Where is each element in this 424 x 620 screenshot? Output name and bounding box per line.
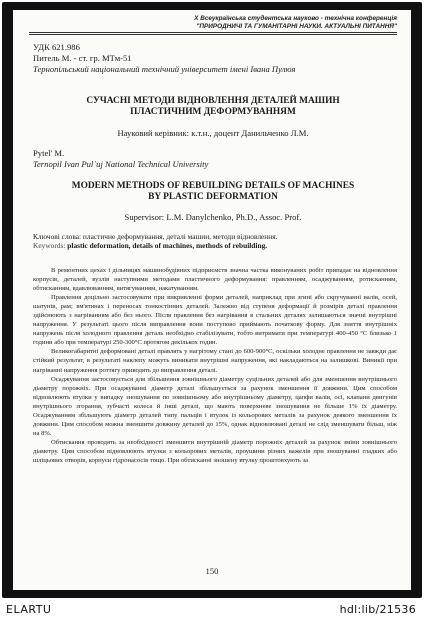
paragraph-5: Обтискання проводять за необхідності зменшити внутрішній діаметр порожніх деталей за рахунок зміни зовнішнього діаметру. Цим способом відновлюють втулки з кольорових металів, проушини різних важелів при зношуванні гладких або шліцьових отворів, корпуси гідронасосів тощо. При обтисканні зношену втулку проштовхують за <box>33 438 397 464</box>
keywords-uk <box>33 232 397 241</box>
conference-header-line2: "ПРИРОДНИЧІ ТА ГУМАНІТАРНІ НАУКИ. АКТУАЛЬНІ ПИТАННЯ" <box>196 22 397 30</box>
paragraph-3: Великогабаритні деформовані деталі правлять у нагрітому стані до 600-900°С, оскільки холодне правлення не завжди дає стійкий результат, в результаті наклепу можуть виникати внутрішні напруження, які накладаються на залишкові. Виникії при нагріванні напруження роттягу приводять до виправлення деталі. <box>33 348 397 374</box>
keywords-en-text: plastic deformation, details of machines, methods of rebuilding. <box>67 241 268 250</box>
supervisor-uk: Науковий керівник: к.т.н., доцент Данильченко Л.М. <box>117 128 309 138</box>
paragraph-4: Осаджування застосовується для збільшення зовнішнього діаметру суцільних деталей або для зменшення внутрішнього діаметру порожніх. При осаджуванні діаметр деталі збільшується за рахунок зменшення її довжини. Цим способом відновлюють втулки у випадку зношування по зовнішньому або внутрішньому діаметру, цапфи валів, осі, клапани двигунів внутрішнього згорання, зубчасті колеса й інші деталі, що мають поверхневе зношування не більше 1% їх діаметру. Осаджуванням збільшують діаметр деталей типу пальців і втулок із кольорових металів за рахунок деякого зменшення їх довжини. Цим способом можна зменшити довжину деталей до 15%, однак відновлювані деталі не слід зменшувати більш, ніж на 8%. <box>33 375 397 437</box>
udc-code: УДК 621.986 <box>33 42 80 52</box>
header-rule-bottom <box>29 34 397 35</box>
conference-header <box>147 15 397 30</box>
body-text <box>33 266 397 581</box>
author-uk: Питель М. - ст. гр. МТм-51 <box>33 53 132 63</box>
title-uk-line2: ПЛАСТИЧНИМ ДЕФОРМУВАННЯМ <box>130 107 296 117</box>
affiliation-en: Ternopil Ivan Pul`uj National Technical University <box>33 159 209 169</box>
keywords-uk-label: Ключові слова: <box>33 232 82 241</box>
title-uk-line1: СУЧАСНІ МЕТОДИ ВІДНОВЛЕННЯ ДЕТАЛЕЙ МАШИН <box>86 96 340 106</box>
keywords-uk-text: пластичне деформування, деталі машин, методи відновлення. <box>82 232 278 241</box>
conference-header-line1: X Всеукраїнська студентська науково - технічна конференція <box>194 15 397 22</box>
title-en-line1: MODERN METHODS OF REBUILDING DETAILS OF MACHINES <box>71 181 355 191</box>
document-page <box>13 10 411 590</box>
repository-name: ELARTU <box>6 603 52 616</box>
keywords-en <box>33 241 397 250</box>
handle-id: hdl:lib/21536 <box>339 603 416 616</box>
affiliation-uk: Тернопільський національний технічний університет імені Івана Пулюя <box>33 64 296 74</box>
header-rule-top <box>29 32 397 33</box>
supervisor-en: Supervisor: L.M. Danylchenko, Ph.D., Assoc. Prof. <box>124 212 302 222</box>
page-number: 150 <box>205 566 219 576</box>
keywords-en-label: Keywords: <box>33 241 66 250</box>
title-en-line2: BY PLASTIC DEFORMATION <box>148 192 278 202</box>
repository-footer <box>0 600 424 620</box>
author-en: Pytel' M. <box>33 148 65 158</box>
paragraph-1: В ремонтних цехах і дільницях машинобудівних підприємств значна частка виконуваних робіт припадає на відновлення корпусів, деталей, вузлів наступними методами пластичного деформування: правленням, осаджуванням, ротисканням, обтисканням, вдавлюванням, витягуванням, накатуванням. <box>33 267 397 293</box>
paragraph-2: Правлення доцільно застосовувати при викривленні форми деталей, наприклад при згині або скручуванні валів, осей, шатунів, рам; вм'ятинах і переносах тонкостінних деталей. Залежно від ступеня деформації й розмірів деталі правлення здійснюють з нагріванням або без нього. Після правлення без нагрівання в стальних деталях залишаються значні внутрішні напруження. У результаті цього після виправлення вони поступово приймають початкову форму. Для зняття внутрішніх напружень після холодного правлення деталь необхідно стабілізувати, тобто витримати при температурі 400-450 °С близько 1 години або при температурі 250-300°С протягом декількох годин. <box>33 294 397 347</box>
